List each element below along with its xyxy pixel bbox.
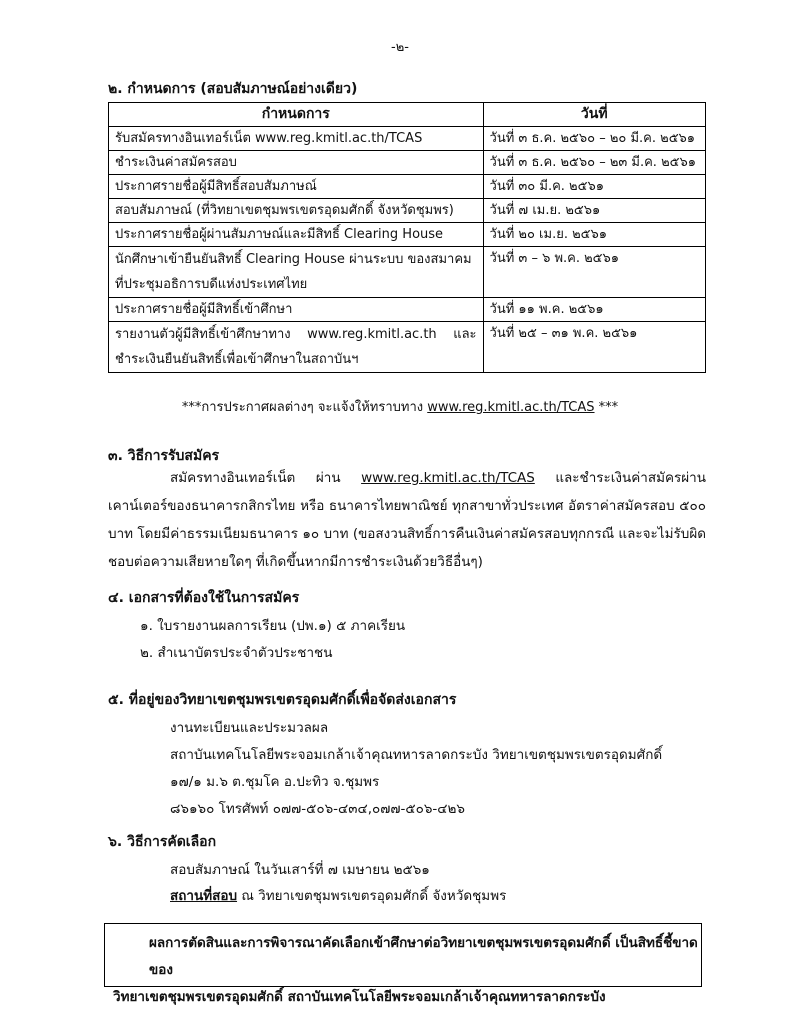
- venue-text: ณ วิทยาเขตชุมพรเขตรอุดมศักดิ์ จังหวัดชุมพร: [237, 888, 507, 904]
- section3-heading: ๓. วิธีการรับสมัคร: [108, 448, 220, 464]
- schedule-date: วันที่ ๓ – ๖ พ.ค. ๒๕๖๑: [483, 247, 705, 298]
- schedule-date: วันที่ ๒๐ เม.ย. ๒๕๖๑: [483, 223, 705, 247]
- notice-line: ผลการตัดสินและการพิจารณาคัดเลือกเข้าศึกษาต่อวิทยาเขตชุมพรเขตรอุดมศักดิ์ เป็นสิทธิ์ชี้ขาดของ: [149, 935, 698, 978]
- tcas-link[interactable]: www.reg.kmitl.ac.th/TCAS: [361, 470, 535, 486]
- address-line: ๑๗/๑ ม.๖ ต.ชุมโค อ.ปะทิว จ.ชุมพร: [170, 774, 380, 790]
- schedule-date: วันที่ ๑๑ พ.ค. ๒๕๖๑: [483, 298, 705, 322]
- schedule-item: ประกาศรายชื่อผู้ผ่านสัมภาษณ์และมีสิทธิ์ Clearing House: [109, 223, 484, 247]
- table-row: [109, 151, 706, 175]
- document-item: ๒. สำเนาบัตรประจำตัวประชาชน: [140, 645, 333, 661]
- table-row: [109, 298, 706, 322]
- schedule-item: [109, 247, 484, 298]
- paragraph-text: และชำระเงินค่าสมัครผ่านเคาน์เตอร์ของธนาคารกสิกรไทย หรือ ธนาคารไทยพาณิชย์ ทุกสาขาทั่วประเทศ อัตราค่าสมัครสอบ ๕๐๐ บาท โดยมีค่าธรรมเนียมธนาคาร ๑๐ บาท (ขอสงวนสิทธิ์การคืนเงินค่าสมัครสอบทุกกรณี และจะไม่รับผิดชอบต่อความเสียหายใดๆ ที่เกิดขึ้นหากมีการชำระเงินด้วยวิธีอื่นๆ): [108, 470, 706, 570]
- notice-box: [104, 923, 702, 1005]
- schedule-item: ชำระเงินค่าสมัครสอบ: [109, 151, 484, 175]
- table-row: [109, 127, 706, 151]
- schedule-date: วันที่ ๓ ธ.ค. ๒๕๖๐ – ๒๓ มี.ค. ๒๕๖๑: [483, 151, 705, 175]
- schedule-date: วันที่ ๓ ธ.ค. ๒๕๖๐ – ๒๐ มี.ค. ๒๕๖๑: [483, 127, 705, 151]
- schedule-date: วันที่ ๗ เม.ย. ๒๕๖๑: [483, 199, 705, 223]
- table-header-row: [109, 103, 706, 127]
- address-line: สถาบันเทคโนโลยีพระจอมเกล้าเจ้าคุณทหารลาดกระบัง วิทยาเขตชุมพรเขตรอุดมศักดิ์: [170, 747, 663, 763]
- address-line: งานทะเบียนและประมวลผล: [170, 720, 329, 736]
- table-row: [109, 247, 706, 298]
- section2-heading: ๒. กำหนดการ (สอบสัมภาษณ์อย่างเดียว): [108, 81, 358, 97]
- exam-venue: [170, 884, 506, 906]
- note-suffix: ***: [594, 400, 619, 415]
- page-number: -๒-: [391, 40, 409, 55]
- schedule-item: [109, 322, 484, 373]
- table-row: [109, 175, 706, 199]
- schedule-item: รับสมัครทางอินเทอร์เน็ต www.reg.kmitl.ac.th/TCAS: [109, 127, 484, 151]
- section4-heading: ๔. เอกสารที่ต้องใช้ในการสมัคร: [108, 590, 300, 606]
- address-line: ๘๖๑๖๐ โทรศัพท์ ๐๗๗-๕๐๖-๔๓๔,๐๗๗-๕๐๖-๔๒๖: [170, 801, 465, 817]
- schedule-item-line: นักศึกษาเข้ายืนยันสิทธิ์ Clearing House ผ่านระบบ ของสมาคม: [115, 252, 472, 267]
- table-row: [109, 199, 706, 223]
- schedule-item-line: รายงานตัวผู้มีสิทธิ์เข้าศึกษาทาง www.reg.kmitl.ac.th และ: [115, 327, 477, 342]
- table-row: [109, 322, 706, 373]
- paragraph-text: สมัครทางอินเทอร์เน็ต ผ่าน: [170, 470, 362, 486]
- section6-heading: ๖. วิธีการคัดเลือก: [108, 834, 217, 850]
- col-date-header: วันที่: [483, 103, 705, 127]
- application-method-paragraph: [108, 464, 706, 576]
- schedule-item: ประกาศรายชื่อผู้มีสิทธิ์สอบสัมภาษณ์: [109, 175, 484, 199]
- announcement-note: [0, 396, 800, 417]
- schedule-date: วันที่ ๒๕ – ๓๑ พ.ค. ๒๕๖๑: [483, 322, 705, 373]
- schedule-table: [108, 102, 706, 373]
- note-prefix: ***การประกาศผลต่างๆ จะแจ้งให้ทราบทาง: [181, 400, 428, 415]
- schedule-item-line: ชำระเงินยืนยันสิทธิ์เพื่อเข้าศึกษาในสถาบันฯ: [115, 352, 359, 367]
- table-row: [109, 223, 706, 247]
- venue-label: สถานที่สอบ: [170, 888, 238, 904]
- col-schedule-header: กำหนดการ: [109, 103, 484, 127]
- schedule-item: ประกาศรายชื่อผู้มีสิทธิ์เข้าศึกษา: [109, 298, 484, 322]
- selection-date: สอบสัมภาษณ์ ในวันเสาร์ที่ ๗ เมษายน ๒๕๖๑: [170, 862, 430, 878]
- schedule-date: วันที่ ๓๐ มี.ค. ๒๕๖๑: [483, 175, 705, 199]
- schedule-item-line: ที่ประชุมอธิการบดีแห่งประเทศไทย: [115, 277, 308, 292]
- section5-heading: ๕. ที่อยู่ของวิทยาเขตชุมพรเขตรอุดมศักดิ์เพื่อจัดส่งเอกสาร: [108, 692, 457, 708]
- tcas-link[interactable]: www.reg.kmitl.ac.th/TCAS: [427, 400, 595, 415]
- notice-line: วิทยาเขตชุมพรเขตรอุดมศักดิ์ สถาบันเทคโนโลยีพระจอมเกล้าเจ้าคุณทหารลาดกระบัง: [113, 989, 606, 1005]
- document-item: ๑. ใบรายงานผลการเรียน (ปพ.๑) ๕ ภาคเรียน: [140, 618, 406, 634]
- schedule-item: สอบสัมภาษณ์ (ที่วิทยาเขตชุมพรเขตรอุดมศักดิ์ จังหวัดชุมพร): [109, 199, 484, 223]
